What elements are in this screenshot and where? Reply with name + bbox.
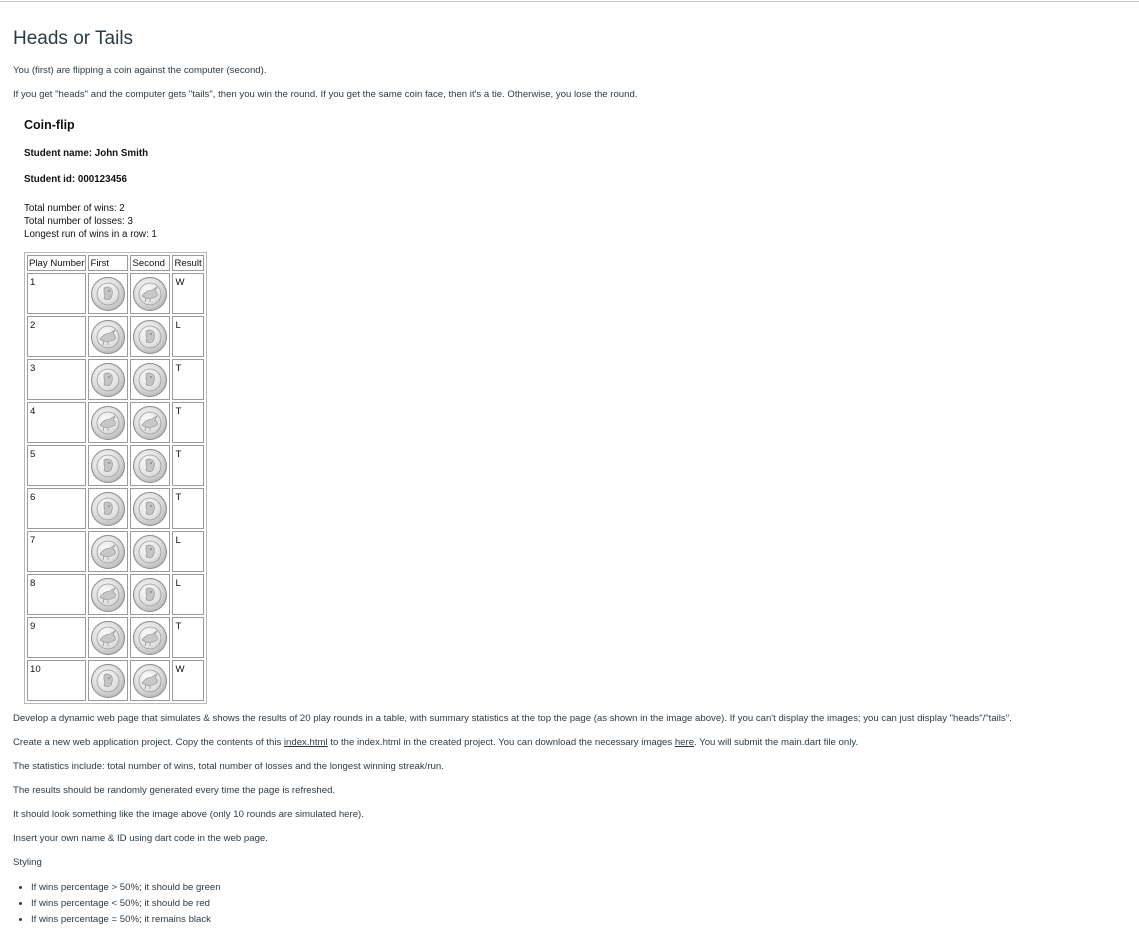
result-cell — [172, 531, 203, 572]
play-number: 7 — [30, 535, 36, 546]
instruction-paragraph-4: The results should be randomly generated every time the page is refreshed. — [13, 785, 336, 796]
first-coin-cell — [88, 531, 128, 572]
list-item: • If wins percentage = 50%; it remains black — [31, 912, 221, 928]
table-row — [27, 402, 204, 443]
styling-rules-list — [13, 880, 221, 928]
styling-heading: Styling — [13, 857, 42, 868]
result-cell — [172, 488, 203, 529]
tails-coin-icon — [91, 320, 125, 354]
second-coin-cell — [130, 359, 170, 400]
play-number: 10 — [30, 664, 41, 675]
heads-coin-icon — [133, 449, 167, 483]
play-number-cell — [27, 660, 86, 701]
table-row — [27, 445, 204, 486]
table-header-row — [27, 255, 204, 271]
instruction-paragraph-6: Insert your own name & ID using dart code in the web page. — [13, 833, 268, 844]
result-value: T — [175, 492, 182, 503]
result-cell — [172, 617, 203, 658]
second-coin-cell — [130, 402, 170, 443]
instruction-text: . You will submit the main.dart file only. — [694, 737, 859, 748]
result-value: W — [175, 664, 185, 675]
instruction-paragraph-2 — [13, 737, 858, 748]
first-coin-cell — [88, 445, 128, 486]
heads-coin-icon — [91, 449, 125, 483]
header-result: Result — [172, 255, 203, 271]
table-row — [27, 660, 204, 701]
result-value: T — [175, 449, 182, 460]
play-number-cell — [27, 531, 86, 572]
second-coin-cell — [130, 660, 170, 701]
page-title: Heads or Tails — [13, 28, 134, 49]
second-coin-cell — [130, 574, 170, 615]
tails-coin-icon — [91, 406, 125, 440]
list-item: • If wins percentage < 50%; it should be red — [31, 896, 221, 912]
instruction-paragraph-3: The statistics include: total number of wins, total number of losses and the longest winning streak/run. — [13, 761, 444, 772]
result-cell — [172, 273, 203, 314]
tails-coin-icon — [133, 406, 167, 440]
play-number-cell — [27, 617, 86, 658]
play-number-cell — [27, 488, 86, 529]
result-cell — [172, 316, 203, 357]
result-cell — [172, 402, 203, 443]
result-value: T — [175, 621, 182, 632]
play-number: 9 — [30, 621, 36, 632]
first-coin-cell — [88, 660, 128, 701]
student-id: Student id: 000123456 — [24, 174, 127, 185]
heads-coin-icon — [133, 535, 167, 569]
table-row — [27, 531, 204, 572]
play-number: 3 — [30, 363, 36, 374]
heads-coin-icon — [133, 578, 167, 612]
result-value: L — [175, 578, 181, 589]
rounds-table — [24, 252, 207, 704]
tails-coin-icon — [133, 277, 167, 311]
second-coin-cell — [130, 273, 170, 314]
play-number-cell — [27, 402, 86, 443]
result-value: L — [175, 535, 181, 546]
play-number: 1 — [30, 277, 36, 288]
table-row — [27, 617, 204, 658]
first-coin-cell — [88, 273, 128, 314]
instruction-paragraph-1: Develop a dynamic web page that simulates & shows the results of 20 play rounds in a table, with summary statistics at the top the page (as shown in the image above). If you can't display the images; you can just display "heads"/"tails". — [13, 713, 1012, 724]
tails-coin-icon — [133, 621, 167, 655]
images-download-link[interactable]: here — [674, 737, 695, 748]
table-row — [27, 316, 204, 357]
first-coin-cell — [88, 574, 128, 615]
play-number: 2 — [30, 320, 36, 331]
stat-losses: Total number of losses: 3 — [24, 216, 133, 227]
play-number: 5 — [30, 449, 36, 460]
play-number-cell — [27, 273, 86, 314]
instruction-paragraph-5: It should look something like the image above (only 10 rounds are simulated here). — [13, 809, 364, 820]
result-value: L — [175, 320, 181, 331]
rules-paragraph: If you get "heads" and the computer gets "tails", then you win the round. If you get the same coin face, then it's a tie. Otherwise, you lose the round. — [13, 89, 638, 100]
list-item: • If wins percentage > 50%; it should be green — [31, 880, 221, 896]
first-coin-cell — [88, 402, 128, 443]
tails-coin-icon — [91, 578, 125, 612]
first-coin-cell — [88, 617, 128, 658]
second-coin-cell — [130, 445, 170, 486]
result-cell — [172, 660, 203, 701]
play-number-cell — [27, 574, 86, 615]
first-coin-cell — [88, 488, 128, 529]
second-coin-cell — [130, 488, 170, 529]
play-number-cell — [27, 316, 86, 357]
example-title: Coin-flip — [24, 118, 75, 132]
top-divider — [0, 1, 1139, 2]
play-number: 6 — [30, 492, 36, 503]
second-coin-cell — [130, 617, 170, 658]
stats-block — [24, 202, 157, 241]
instruction-text: to the index.html in the created project. You can download the necessary images — [327, 737, 675, 748]
tails-coin-icon — [133, 664, 167, 698]
index-html-link[interactable]: index.html — [283, 737, 328, 748]
heads-coin-icon — [91, 492, 125, 526]
heads-coin-icon — [133, 363, 167, 397]
header-second: Second — [130, 255, 170, 271]
heads-coin-icon — [133, 492, 167, 526]
heads-coin-icon — [133, 320, 167, 354]
stat-longest-run: Longest run of wins in a row: 1 — [24, 229, 157, 240]
header-first: First — [88, 255, 128, 271]
heads-coin-icon — [91, 664, 125, 698]
play-number: 4 — [30, 406, 36, 417]
result-cell — [172, 359, 203, 400]
intro-paragraph: You (first) are flipping a coin against the computer (second). — [13, 65, 267, 76]
heads-coin-icon — [91, 277, 125, 311]
student-name: Student name: John Smith — [24, 148, 149, 159]
play-number: 8 — [30, 578, 36, 589]
second-coin-cell — [130, 531, 170, 572]
first-coin-cell — [88, 316, 128, 357]
table-row — [27, 359, 204, 400]
second-coin-cell — [130, 316, 170, 357]
header-play-number: Play Number — [27, 255, 86, 271]
result-cell — [172, 574, 203, 615]
result-value: W — [175, 277, 185, 288]
play-number-cell — [27, 445, 86, 486]
instruction-text: Create a new web application project. Copy the contents of this — [13, 737, 284, 748]
heads-coin-icon — [91, 363, 125, 397]
tails-coin-icon — [91, 621, 125, 655]
table-row — [27, 574, 204, 615]
result-value: T — [175, 363, 182, 374]
result-cell — [172, 445, 203, 486]
table-row — [27, 488, 204, 529]
table-row — [27, 273, 204, 314]
play-number-cell — [27, 359, 86, 400]
first-coin-cell — [88, 359, 128, 400]
stat-wins: Total number of wins: 2 — [24, 203, 125, 214]
result-value: T — [175, 406, 182, 417]
tails-coin-icon — [91, 535, 125, 569]
